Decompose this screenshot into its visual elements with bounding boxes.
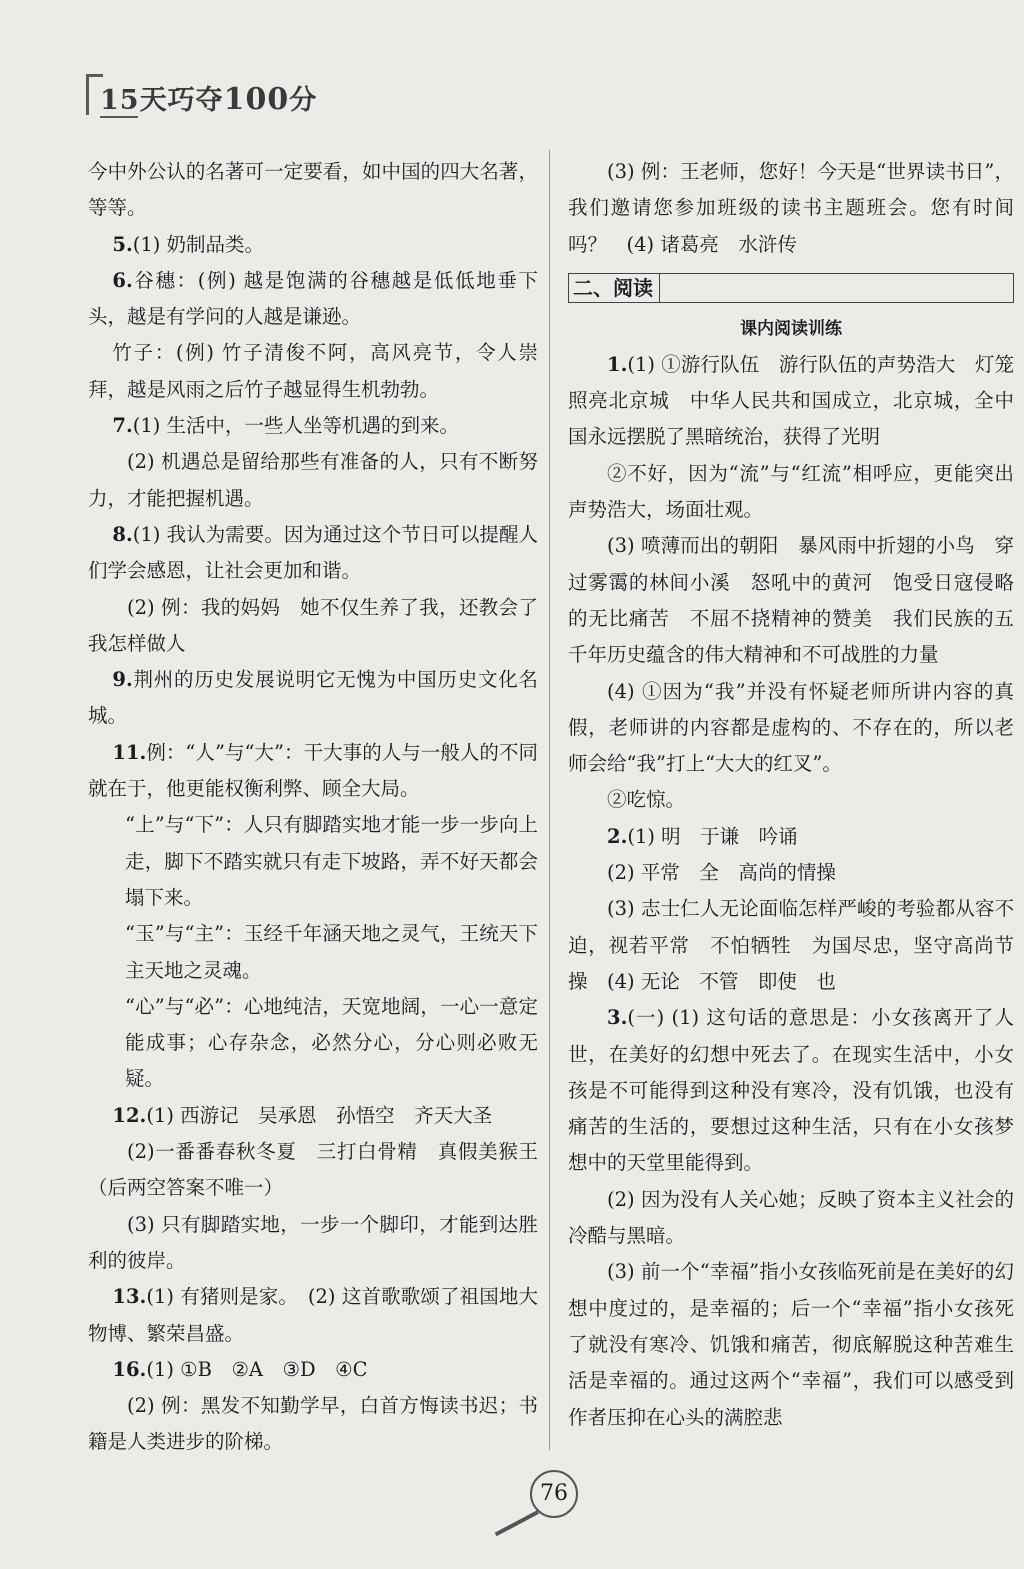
answer-paragraph bbox=[568, 347, 1014, 456]
section-title: 二、阅读 bbox=[573, 274, 660, 302]
answer-text: (1) 生活中，一些人坐等机遇的到来。 bbox=[132, 414, 460, 438]
answer-text: “心”与“必”：心地纯洁，天宽地阔，一心一意定能成事；心存杂念，必然分心，分心则必败无疑。 bbox=[125, 994, 538, 1091]
question-number: 2. bbox=[607, 824, 628, 848]
book-header-logo bbox=[86, 70, 346, 122]
answer-paragraph bbox=[88, 662, 538, 735]
question-number: 6. bbox=[112, 268, 133, 292]
answer-paragraph bbox=[568, 154, 1014, 263]
answer-paragraph bbox=[88, 1134, 538, 1207]
question-number: 7. bbox=[112, 414, 133, 438]
answer-paragraph bbox=[88, 1098, 538, 1134]
question-number: 16. bbox=[112, 1357, 147, 1381]
answer-paragraph bbox=[568, 674, 1014, 783]
answer-paragraph bbox=[88, 1207, 538, 1280]
answer-text: (3) 前一个“幸福”指小女孩临死前是在美好的幻想中度过的，是幸福的；后一个“幸福”指小女孩死了就没有寒冷、饥饿和痛苦，彻底解脱这种苦难生活是幸福的。通过这两个“幸福”，我们可以感受到作者压抑在心头的满腔悲 bbox=[568, 1260, 1014, 1429]
answer-text: 谷穗：(例) 越是饱满的谷穗越是低低地垂下头，越是有学问的人越是谦逊。 bbox=[88, 268, 538, 329]
answer-paragraph bbox=[88, 1352, 538, 1388]
page-number-footer bbox=[486, 1470, 586, 1530]
answer-paragraph bbox=[88, 590, 538, 663]
answer-text: (1) ①B ②A ③D ④C bbox=[146, 1357, 368, 1381]
answer-paragraph bbox=[568, 1000, 1014, 1181]
answer-paragraph bbox=[568, 1254, 1014, 1435]
answer-paragraph bbox=[568, 782, 1014, 818]
answer-paragraph bbox=[88, 807, 538, 916]
answer-text: “上”与“下”：人只有脚踏实地才能一步一步向上走，脚下不踏实就只有走下坡路，弄不好天都会塌下来。 bbox=[125, 813, 538, 909]
title-score: 100 bbox=[223, 82, 290, 117]
answer-text: (2) 因为没有人关心她；反映了资本主义社会的冷酷与黑暗。 bbox=[568, 1187, 1014, 1248]
answer-text: (2)一番番春秋冬夏 三打白骨精 真假美猴王（后两空答案不唯一） bbox=[88, 1140, 538, 1200]
answer-text: (2) 机遇总是留给那些有准备的人，只有不断努力，才能把握机遇。 bbox=[88, 450, 538, 510]
question-number: 9. bbox=[112, 668, 133, 692]
answer-text: (1) 我认为需要。因为通过这个节日可以提醒人们学会感恩，让社会更加和谐。 bbox=[88, 522, 538, 583]
answer-paragraph bbox=[88, 735, 538, 808]
section-title-box bbox=[568, 273, 1014, 303]
header-underline bbox=[100, 116, 138, 118]
question-number: 12. bbox=[112, 1103, 147, 1127]
answer-text: ②吃惊。 bbox=[607, 788, 686, 812]
question-number: 8. bbox=[112, 522, 133, 546]
left-column bbox=[88, 154, 538, 1461]
answer-text: (1) 有猪则是家。 (2) 这首歌歌颂了祖国地大物博、繁荣昌盛。 bbox=[88, 1285, 538, 1345]
answer-paragraph bbox=[88, 263, 538, 336]
answer-paragraph bbox=[568, 891, 1014, 1000]
book-series-title bbox=[100, 78, 317, 117]
right-answers bbox=[568, 347, 1014, 1436]
magnifier-handle-icon bbox=[495, 1510, 539, 1536]
answer-paragraph bbox=[88, 408, 538, 444]
answer-text: (2) 例：黑发不知勤学早，白首方悔读书迟；书籍是人类进步的阶梯。 bbox=[88, 1394, 538, 1454]
answer-paragraph bbox=[88, 1388, 538, 1461]
answer-paragraph bbox=[568, 855, 1014, 891]
answer-text: (1) 奶制品类。 bbox=[132, 232, 265, 256]
answer-text: 今中外公认的名著可一定要看，如中国的四大名著，等等。 bbox=[88, 160, 538, 220]
answer-paragraph bbox=[568, 819, 1014, 855]
answer-text: (1) 明 于谦 吟诵 bbox=[627, 824, 798, 848]
right-column bbox=[568, 154, 1014, 1436]
question-number: 11. bbox=[112, 740, 147, 764]
answer-paragraph bbox=[88, 916, 538, 989]
column-divider bbox=[549, 150, 550, 1450]
answer-text: 竹子：(例) 竹子清俊不阿，高风亮节，令人崇拜，越是风雨之后竹子越显得生机勃勃。 bbox=[88, 341, 538, 401]
question-number: 5. bbox=[112, 232, 133, 256]
answer-text: (3) 喷薄而出的朝阳 暴风雨中折翅的小鸟 穿过雾霭的林间小溪 怒吼中的黄河 饱受日寇侵略的无比痛苦 不屈不挠精神的赞美 我们民族的五千年历史蕴含的伟大精神和不可战胜的力量 bbox=[568, 534, 1014, 667]
answer-paragraph bbox=[88, 1279, 538, 1352]
answer-paragraph bbox=[88, 989, 538, 1098]
title-suffix: 分 bbox=[289, 85, 318, 116]
answer-text: “玉”与“主”：玉经千年涵天地之灵气，王统天下主天地之灵魂。 bbox=[125, 922, 538, 982]
answer-paragraph bbox=[88, 444, 538, 517]
question-number: 3. bbox=[607, 1006, 628, 1030]
right-top-answers bbox=[568, 154, 1014, 263]
title-middle: 巧夺 bbox=[167, 85, 224, 116]
answer-text: (一) (1) 这句话的意思是：小女孩离开了人世，在美好的幻想中死去了。在现实生活中，小女孩是不可能得到这种没有寒冷，没有饥饿，也没有痛苦的生活的，要想过这种生活，只有在小女孩梦想中的天堂里能得到。 bbox=[568, 1006, 1014, 1175]
answer-paragraph bbox=[568, 1182, 1014, 1255]
answer-text: (3) 志士仁人无论面临怎样严峻的考验都从容不迫，视若平常 不怕牺牲 为国尽忠，坚守高尚节操 (4) 无论 不管 即使 也 bbox=[568, 897, 1014, 993]
answer-paragraph bbox=[88, 517, 538, 590]
answer-paragraph bbox=[568, 456, 1014, 529]
answer-text: (2) 平常 全 高尚的情操 bbox=[607, 861, 836, 885]
answer-text: (2) 例：我的妈妈 她不仅生养了我，还教会了我怎样做人 bbox=[88, 595, 538, 655]
answer-text: 荆州的历史发展说明它无愧为中国历史文化名城。 bbox=[88, 668, 538, 728]
answer-text: ②不好，因为“流”与“红流”相呼应，更能突出声势浩大，场面壮观。 bbox=[568, 461, 1014, 522]
answer-text: (1) 西游记 吴承恩 孙悟空 齐天大圣 bbox=[146, 1103, 493, 1127]
answer-paragraph bbox=[88, 154, 538, 227]
question-number: 13. bbox=[112, 1285, 147, 1309]
title-days: 15天 bbox=[100, 85, 168, 116]
answer-text: 例：“人”与“大”：干大事的人与一般人的不同就在于，他更能权衡利弊、顾全大局。 bbox=[88, 740, 538, 801]
page-number: 76 bbox=[530, 1470, 578, 1518]
answer-text: (3) 只有脚踏实地，一步一个脚印，才能到达胜利的彼岸。 bbox=[88, 1212, 538, 1272]
answer-paragraph bbox=[88, 335, 538, 408]
answer-text: (1) ①游行队伍 游行队伍的声势浩大 灯笼照亮北京城 中华人民共和国成立，北京城，全中国永远摆脱了黑暗统治，获得了光明 bbox=[568, 352, 1014, 449]
question-number: 1. bbox=[607, 352, 628, 376]
answer-text: (4) ①因为“我”并没有怀疑老师所讲内容的真假，老师讲的内容都是虚构的、不存在的，所以老师会给“我”打上“大大的红叉”。 bbox=[568, 679, 1014, 776]
answer-text: (3) 例：王老师，您好！今天是“世界读书日”，我们邀请您参加班级的读书主题班会。您有时间吗？ (4) 诸葛亮 水浒传 bbox=[568, 160, 1014, 256]
answer-paragraph bbox=[568, 528, 1014, 673]
answer-paragraph bbox=[88, 227, 538, 263]
subheading: 课内阅读训练 bbox=[740, 318, 842, 339]
